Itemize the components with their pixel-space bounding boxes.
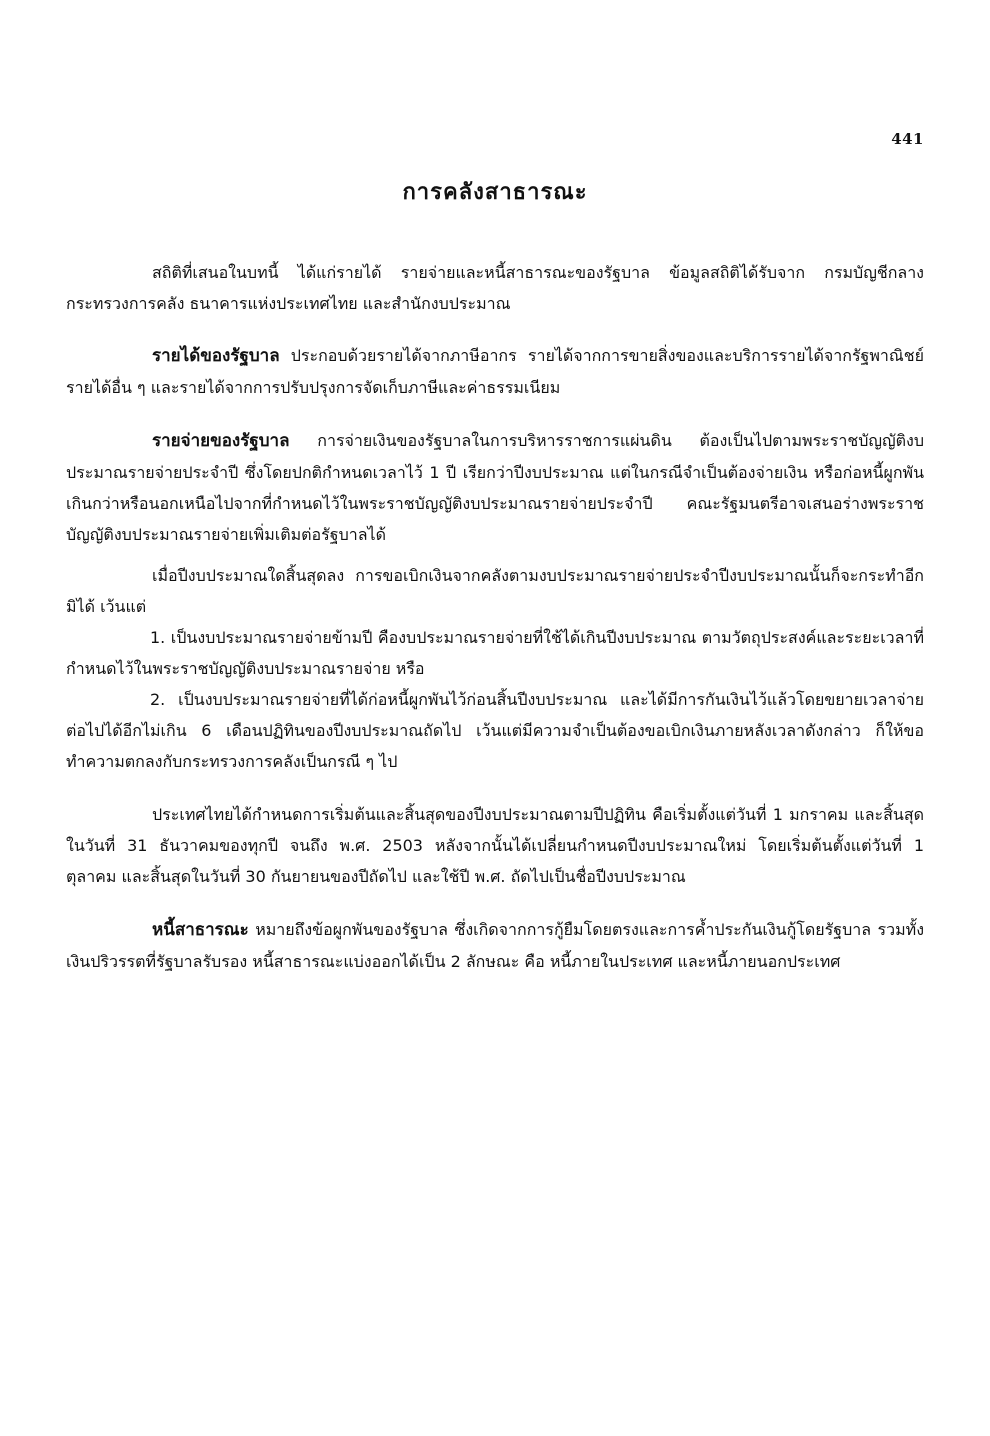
- expenditure-text: การจ่ายเงินของรัฐบาลในการบริหารราชการแผ่นดิน ต้องเป็นไปตามพระราชบัญญัติงบประมาณรายจ่ายประจำปี ซึ่งโดยปกติกำหนดเวลาไว้ 1 ปี เรียกว่าปีงบประมาณ แต่ในกรณีจำเป็นต้องจ่ายเงิน หรือก่อหนี้ผูกพันเกินกว่าหรือนอกเหนือไปจากที่กำหนดไว้ในพระราชบัญญัติงบประมาณรายจ่ายประจำปี คณะรัฐมนตรีอาจเสนอร่างพระราชบัญญัติงบประมาณรายจ่ายเพิ่มเติมต่อรัฐบาลได้: [66, 431, 924, 544]
- public-debt-term: หนี้สาธารณะ: [152, 920, 249, 940]
- revenue-term: รายได้ของรัฐบาล: [152, 346, 280, 366]
- document-body: [66, 257, 924, 977]
- public-debt-paragraph: [66, 914, 924, 977]
- intro-paragraph: สถิติที่เสนอในบทนี้ ได้แก่รายได้ รายจ่ายและหนี้สาธารณะของรัฐบาล ข้อมูลสถิติได้รับจาก กรมบัญชีกลาง กระทรวงการคลัง ธนาคารแห่งประเทศไทย และสำนักงบประมาณ: [66, 263, 924, 313]
- public-debt-text: หมายถึงข้อผูกพันของรัฐบาล ซึ่งเกิดจากการกู้ยืมโดยตรงและการค้ำประกันเงินกู้โดยรัฐบาล รวมทั้งเงินปริวรรตที่รัฐบาลรับรอง หนี้สาธารณะแบ่งออกได้เป็น 2 ลักษณะ คือ หนี้ภายในประเทศ และหนี้ภายนอกประเทศ: [66, 920, 924, 971]
- fiscal-end-paragraph: เมื่อปีงบประมาณใดสิ้นสุดลง การขอเบิกเงินจากคลังตามงบประมาณรายจ่ายประจำปีงบประมาณนั้นก็จะกระทำอีกมิได้ เว้นแต่: [66, 566, 924, 616]
- fiscal-year-paragraph: ประเทศไทยได้กำหนดการเริ่มต้นและสิ้นสุดของปีงบประมาณตามปีปฏิทิน คือเริ่มตั้งแต่วันที่ 1 มกราคม และสิ้นสุดในวันที่ 31 ธันวาคมของทุกปี จนถึง พ.ศ. 2503 หลังจากนั้นได้เปลี่ยนกำหนดปีงบประมาณใหม่ โดยเริ่มต้นตั้งแต่วันที่ 1 ตุลาคม และสิ้นสุดในวันที่ 30 กันยายนของปีถัดไป และใช้ปี พ.ศ. ถัดไปเป็นชื่อปีงบประมาณ: [66, 805, 924, 886]
- expenditure-paragraph: [66, 425, 924, 550]
- revenue-paragraph: [66, 340, 924, 403]
- expenditure-term: รายจ่ายของรัฐบาล: [152, 431, 290, 451]
- revenue-text: ประกอบด้วยรายได้จากภาษีอากร รายได้จากการขายสิ่งของและบริการรายได้จากรัฐพาณิชย์ รายได้อื่น ๆ และรายได้จากการปรับปรุงการจัดเก็บภาษีและค่าธรรมเนียม: [66, 346, 924, 397]
- exception-item-1: 1. เป็นงบประมาณรายจ่ายข้ามปี คืองบประมาณรายจ่ายที่ใช้ได้เกินปีงบประมาณ ตามวัตถุประสงค์และระยะเวลาที่กำหนดไว้ในพระราชบัญญัติงบประมาณรายจ่าย หรือ: [66, 628, 924, 678]
- section-title: การคลังสาธารณะ: [402, 180, 588, 205]
- page-number: 441: [891, 130, 924, 148]
- exception-item-2: 2. เป็นงบประมาณรายจ่ายที่ได้ก่อหนี้ผูกพันไว้ก่อนสิ้นปีงบประมาณ และได้มีการกันเงินไว้แล้วโดยขยายเวลาจ่ายต่อไปได้อีกไม่เกิน 6 เดือนปฏิทินของปีงบประมาณถัดไป เว้นแต่มีความจำเป็นต้องขอเบิกเงินภายหลังเวลาดังกล่าว ก็ให้ขอทำความตกลงกับกระทรวงการคลังเป็นกรณี ๆ ไป: [66, 690, 924, 771]
